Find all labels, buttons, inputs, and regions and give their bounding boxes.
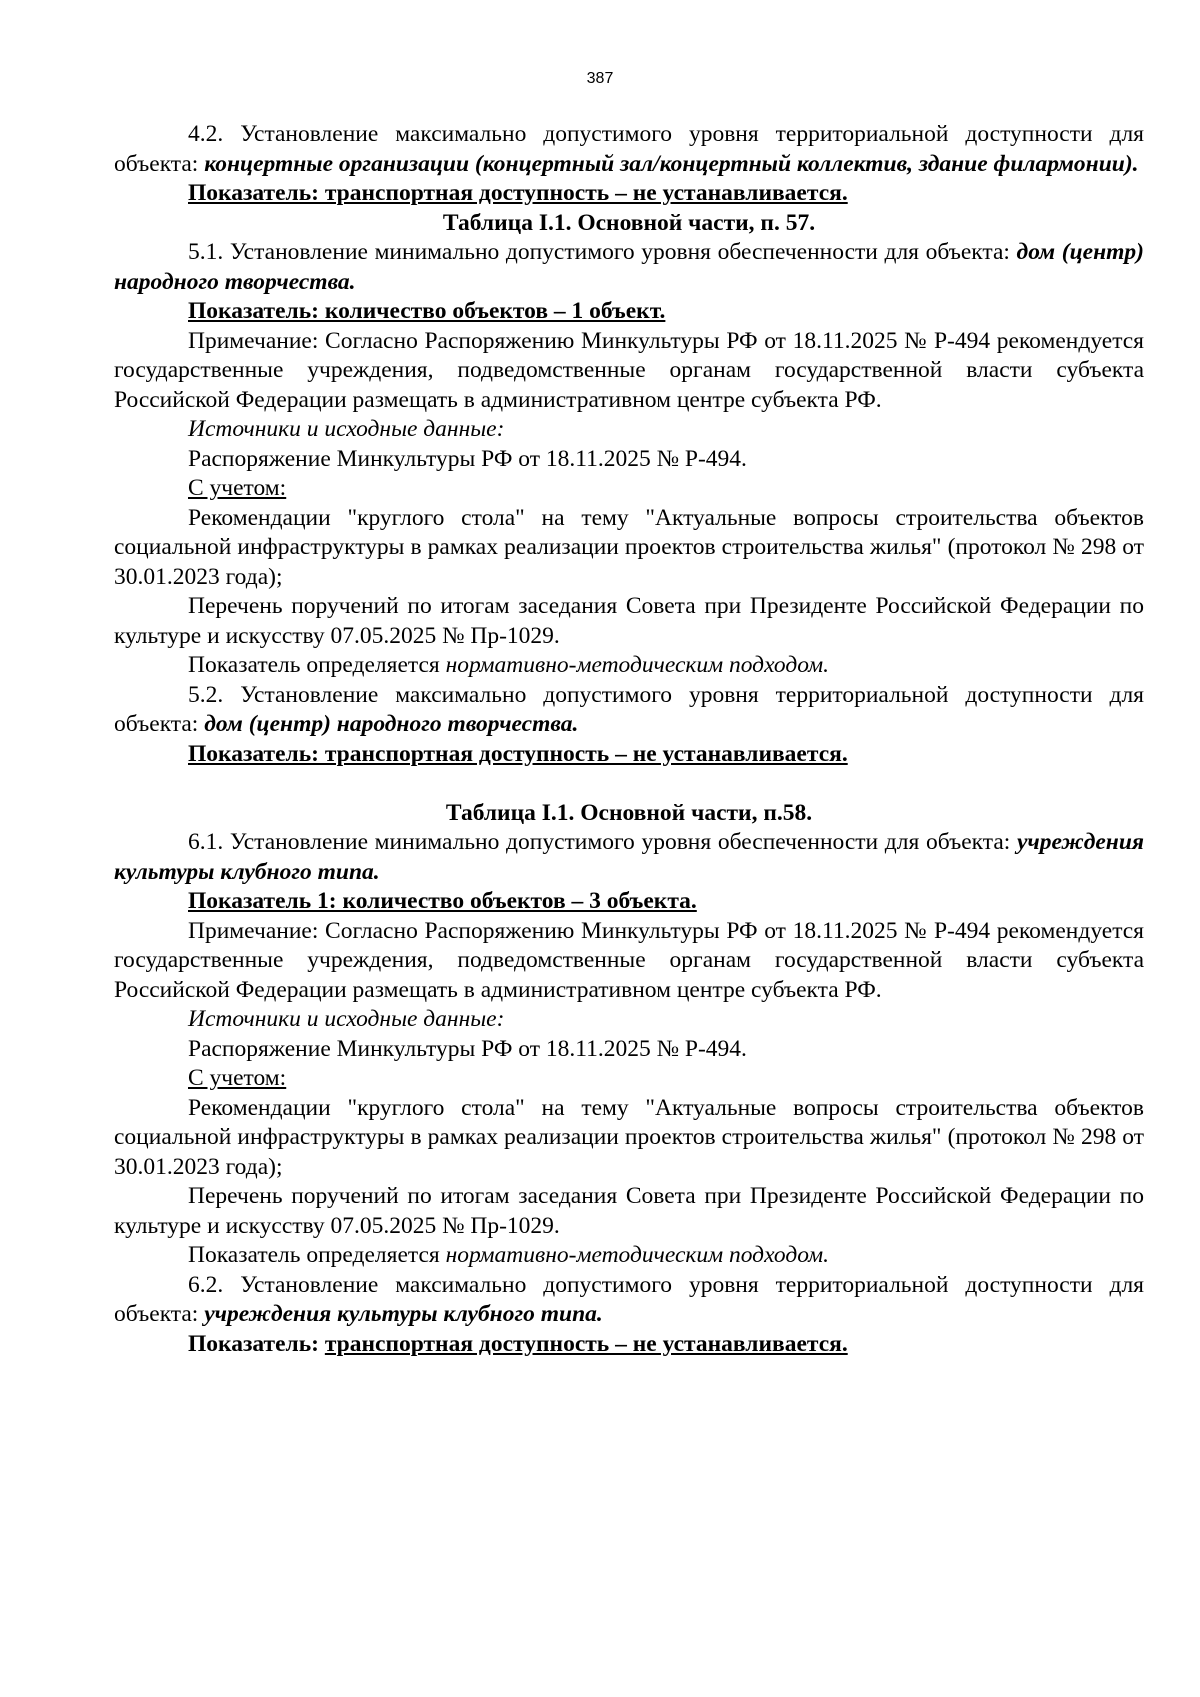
page-number: 387 xyxy=(586,70,614,87)
object-name: дом (центр) народного творчества. xyxy=(114,239,1145,295)
considering-item: Рекомендации "круглого стола" на тему "Актуальные вопросы строительства объектов социальной инфраструктуры в рамках реализации проектов строительства жилья" (протокол № 298 от 30.01.2023 года); xyxy=(114,1094,1144,1180)
considering-label: С учетом: xyxy=(188,1065,287,1091)
paragraph-5-2: 5.2. Установление максимально допустимого уровня территориальной доступности для объекта: дом (центр) народного творчества. xyxy=(114,681,1144,737)
document-body xyxy=(114,120,1144,1359)
object-name: учреждения культуры клубного типа. xyxy=(114,829,1144,885)
table-heading-58: Таблица I.1. Основной части, п.58. xyxy=(445,799,813,826)
considering-item: Перечень поручений по итогам заседания Совета при Президенте Российской Федерации по культуре и искусству 07.05.2025 № Пр-1029. xyxy=(114,1183,1144,1239)
note-paragraph: Примечание: Согласно Распоряжению Минкультуры РФ от 18.11.2025 № Р-494 рекомендуется государственные учреждения, подведомственные органам государственной власти субъекта Российской Федерации размещать в административном центре субъекта РФ. xyxy=(114,327,1144,413)
indicator-line: Показатель: количество объектов – 1 объект. xyxy=(188,298,666,324)
source-item: Распоряжение Минкультуры РФ от 18.11.2025 № Р-494. xyxy=(188,1035,747,1062)
paragraph-6-1: 6.1. Установление минимально допустимого уровня обеспеченности для объекта: учреждения культуры клубного типа. xyxy=(114,829,1144,885)
considering-item: Рекомендации "круглого стола" на тему "Актуальные вопросы строительства объектов социальной инфраструктуры в рамках реализации проектов строительства жилья" (протокол № 298 от 30.01.2023 года); xyxy=(114,504,1144,590)
note-paragraph: Примечание: Согласно Распоряжению Минкультуры РФ от 18.11.2025 № Р-494 рекомендуется государственные учреждения, подведомственные органам государственной власти субъекта Российской Федерации размещать в административном центре субъекта РФ. xyxy=(114,917,1144,1003)
indicator-line: Показатель: транспортная доступность – не устанавливается. xyxy=(188,740,848,767)
paragraph-6-2: 6.2. Установление максимально допустимого уровня территориальной доступности для объекта: учреждения культуры клубного типа. xyxy=(114,1271,1144,1327)
indicator-line: Показатель: транспортная доступность – не устанавливается. xyxy=(188,180,848,206)
object-name: концертные организации (концертный зал/концертный коллектив, здание филармонии). xyxy=(204,150,1139,177)
table-heading-57: Таблица I.1. Основной части, п. 57. xyxy=(442,209,816,236)
paragraph-4-2: 4.2. Установление максимально допустимого уровня территориальной доступности для объекта: концертные организации (концертный зал/концертный коллектив, здание филармонии). xyxy=(114,121,1144,177)
indicator-line: Показатель 1: количество объектов – 3 объекта. xyxy=(188,888,697,914)
considering-item: Перечень поручений по итогам заседания Совета при Президенте Российской Федерации по культуре и искусству 07.05.2025 № Пр-1029. xyxy=(114,593,1144,649)
considering-label: С учетом: xyxy=(188,475,287,501)
sources-label: Источники и исходные данные: xyxy=(188,1006,505,1032)
object-name: дом (центр) народного творчества. xyxy=(204,711,579,737)
paragraph-5-1: 5.1. Установление минимально допустимого уровня обеспеченности для объекта: дом (центр) народного творчества. xyxy=(114,239,1145,295)
spacer xyxy=(114,769,1144,799)
source-item: Распоряжение Минкультуры РФ от 18.11.2025 № Р-494. xyxy=(188,445,747,472)
sources-label: Источники и исходные данные: xyxy=(188,416,505,442)
method-paragraph: Показатель определяется нормативно-методическим подходом. xyxy=(188,652,829,678)
indicator-line: Показатель: транспортная доступность – не устанавливается. xyxy=(188,1330,848,1357)
method-paragraph: Показатель определяется нормативно-методическим подходом. xyxy=(188,1242,829,1268)
object-name: учреждения культуры клубного типа. xyxy=(204,1301,603,1327)
